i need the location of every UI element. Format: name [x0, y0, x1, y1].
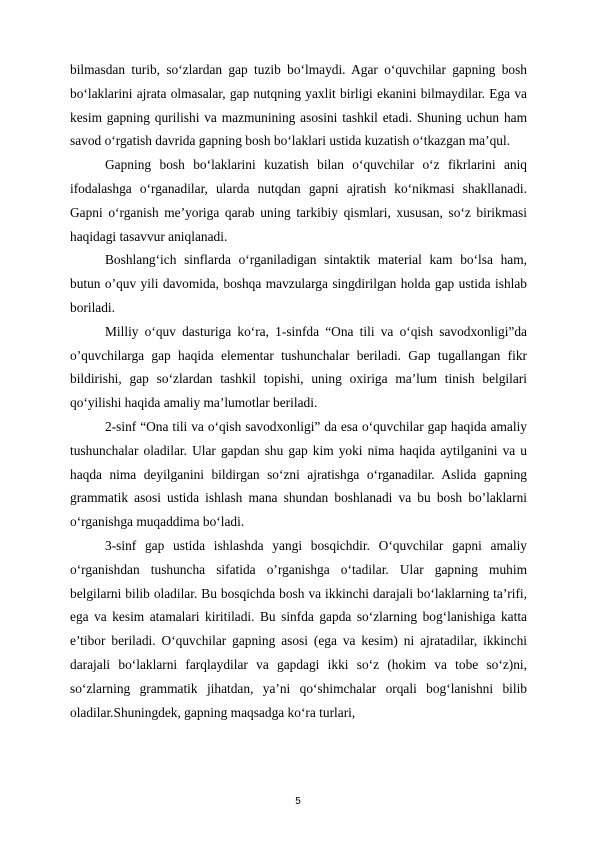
page-number: 5 [295, 796, 301, 807]
paragraph: 2-sinf “Ona tili va o‘qish savodxonligi” da esa o‘quvchilar gap haqida amaliy tushunchalar oladilar. Ular gapdan shu gap kim yoki nima haqida aytilganini va u haqda nima deyilganini bildirgan so‘zni ajratishga o‘rganadilar. Aslida gapning grammatik asosi ustida ishlash mana shundan boshlanadi va bu bosh bo’laklarni o‘rganishga muqaddima bo‘ladi. [70, 418, 527, 530]
paragraph-continuation: bilmasdan turib, so‘zlardan gap tuzib bo‘lmaydi. Agar o‘quvchilar gapning bosh bo‘laklarini ajrata olmasalar, gap nutqning yaxlit birligi ekanini bilmaydilar. Ega va kesim gapning qurilishi va mazmunining asosini tashkil etadi. Shuning uchun ham savod o‘rgatish davrida gapning bosh bo‘laklari ustida kuzatish o‘tkazgan ma’qul. [70, 62, 527, 149]
body-text [70, 58, 527, 724]
paragraph: 3-sinf gap ustida ishlashda yangi bosqichdir. O‘quvchilar gapni amaliy o‘rganishdan tushuncha sifatida o’rganishga o‘tadilar. Ular gapning muhim belgilarni bilib oladilar. Bu bosqichda bosh va ikkinchi darajali bo‘laklarning ta’rifi, ega va kesim atamalari kiritiladi. Bu sinfda gapda so‘zlarning bog‘lanishiga katta e’tibor beriladi. O‘quvchilar gapning asosi (ega va kesim) ni ajratadilar, ikkinchi darajali bo‘laklarni farqlaydilar va gapdagi ikki so‘z (hokim va tobe so‘z)ni, so‘zlarning grammatik jihatdan, ya’ni qo‘shimchalar orqali bog‘lanishni bilib oladilar.Shuningdek, gapning maqsadga ko‘ra turlari, [70, 537, 527, 720]
paragraph: Boshlang‘ich sinflarda o‘rganiladigan sintaktik material kam bo‘lsa ham, butun o’quv yili davomida, boshqa mavzularga singdirilgan holda gap ustida ishlab boriladi. [70, 252, 527, 315]
paragraph: Milliy o‘quv dasturiga ko‘ra, 1-sinfda “Ona tili va o‘qish savodxonligi”da o’quvchilarga gap haqida elementar tushunchalar beriladi. Gap tugallangan fikr bildirishi, gap so‘zlardan tashkil topishi, uning oxiriga ma’lum tinish belgilari qo‘yilishi haqida amaliy ma’lumotlar beriladi. [70, 323, 527, 411]
paragraph: Gapning bosh bo‘laklarini kuzatish bilan o‘quvchilar o‘z fikrlarini aniq ifodalashga o‘rganadilar, ularda nutqdan gapni ajratish ko‘nikmasi shakllanadi. Gapni o‘rganish me’yoriga qarab uning tarkibiy qismlari, xususan, so‘z birikmasi haqidagi tasavvur aniqlanadi. [70, 157, 527, 244]
